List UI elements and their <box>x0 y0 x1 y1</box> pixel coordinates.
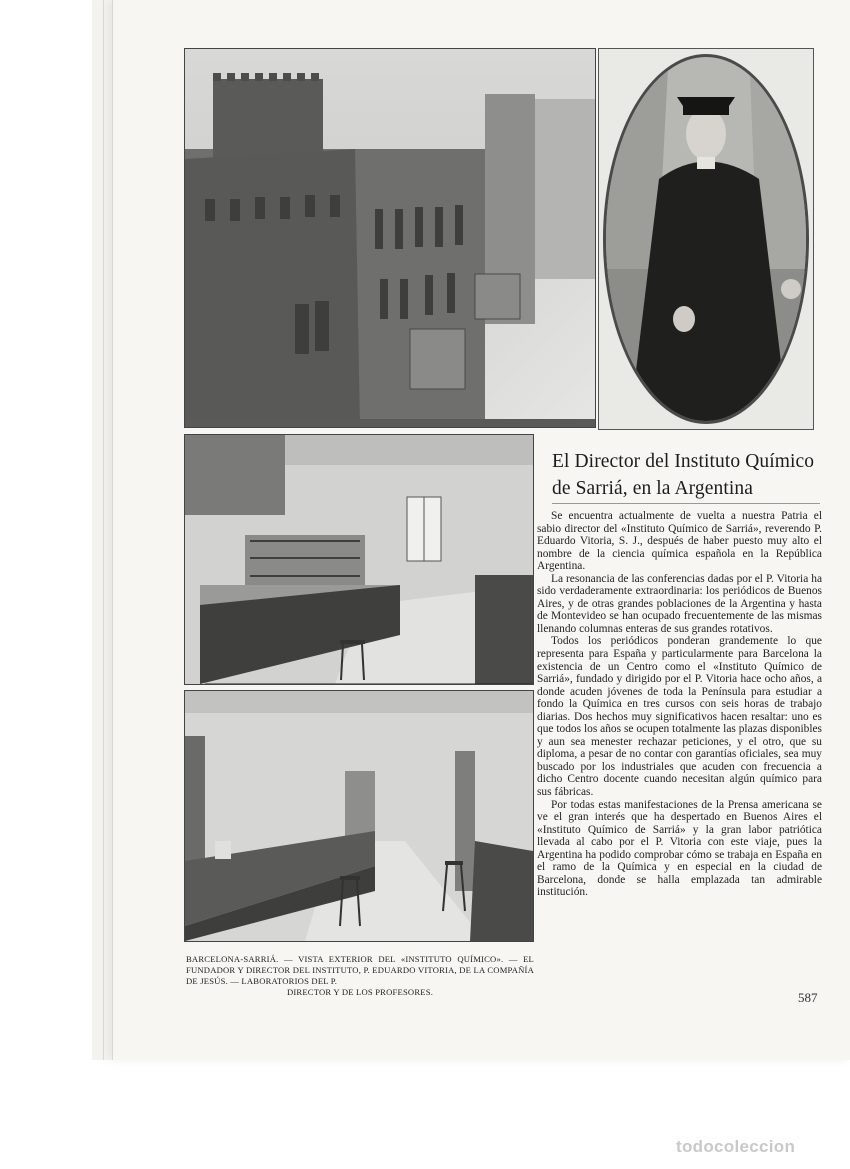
photo-caption <box>186 954 534 998</box>
photo-laboratory-professors <box>184 690 534 942</box>
photo-laboratory-director <box>184 434 534 685</box>
caption-last-line: DIRECTOR Y DE LOS PROFESORES. <box>286 987 434 997</box>
caption-main: BARCELONA-SARRIÁ. — VISTA EXTERIOR DEL «INSTITUTO QUÍMICO». — EL FUNDADOR Y DIRECTOR DEL INSTITUTO, P. EDUARDO VITORIA, DE LA COMPAÑÍA DE JESÚS. — LABORATORIOS DEL P. <box>186 954 534 986</box>
page-fold-line <box>103 0 104 1060</box>
title-rule <box>552 503 820 504</box>
watermark-logo: todocoleccion <box>676 1137 796 1156</box>
article-title: El Director del Instituto Químico de Sarriá, en la Argentina <box>552 451 815 499</box>
article-body <box>537 510 822 899</box>
article-paragraph: Por todas estas manifestaciones de la Prensa americana se ve el gran interés que ha despertado en Buenos Aires el «Instituto Químico de Sarriá» y la gran labor patriótica llevada al cabo por el P. Vitoria con este viaje, pues la Argentina ha podido comprobar cómo se trabaja en España en el ramo de la Química y en especial en la ciudad de Barcelona, donde se halla emplazada tan admirable institución. <box>537 798 822 899</box>
article-paragraph: Se encuentra actualmente de vuelta a nuestra Patria el sabio director del «Instituto Químico de Sarriá», reverendo P. Eduardo Vitoria, S. J., después de haber puesto muy alto el nombre de la ciencia química española en la República Argentina. <box>537 510 822 573</box>
page-number: 587 <box>798 990 818 1005</box>
photo-director-portrait-frame <box>598 48 814 430</box>
article-paragraph: Todos los periódicos ponderan grandemente lo que representa para España y particularmente para Barcelona la existencia de un Centro como el «Instituto Químico de Sarriá», fundado y dirigido por el P. Vitoria hace ocho años, a donde acuden jóvenes de toda la Península para estudiar a fondo la Química en tres cursos con seis horas de trabajo diarias. Dos hechos muy significativos hacen resaltar: uno es que todos los años se ocupen totalmente las plazas disponibles y aun sea menester rechazar peticiones, y el otro, que su diploma, a pesar de no contar con garantías oficiales, sea muy buscado por los industriales que acuden con frecuencia a dicho Centro docente cuando necesitan algún químico para sus fábricas. <box>537 635 822 799</box>
article-paragraph: La resonancia de las conferencias dadas por el P. Vitoria ha sido verdaderamente extraordinaria: los periódicos de Buenos Aires, y de otras grandes poblaciones de la Argentina y hasta de Montevideo se han ocupado frecuentemente de las mismas llenando columnas enteras de sus grandes rotativos. <box>537 572 822 635</box>
photo-building-exterior <box>184 48 596 428</box>
